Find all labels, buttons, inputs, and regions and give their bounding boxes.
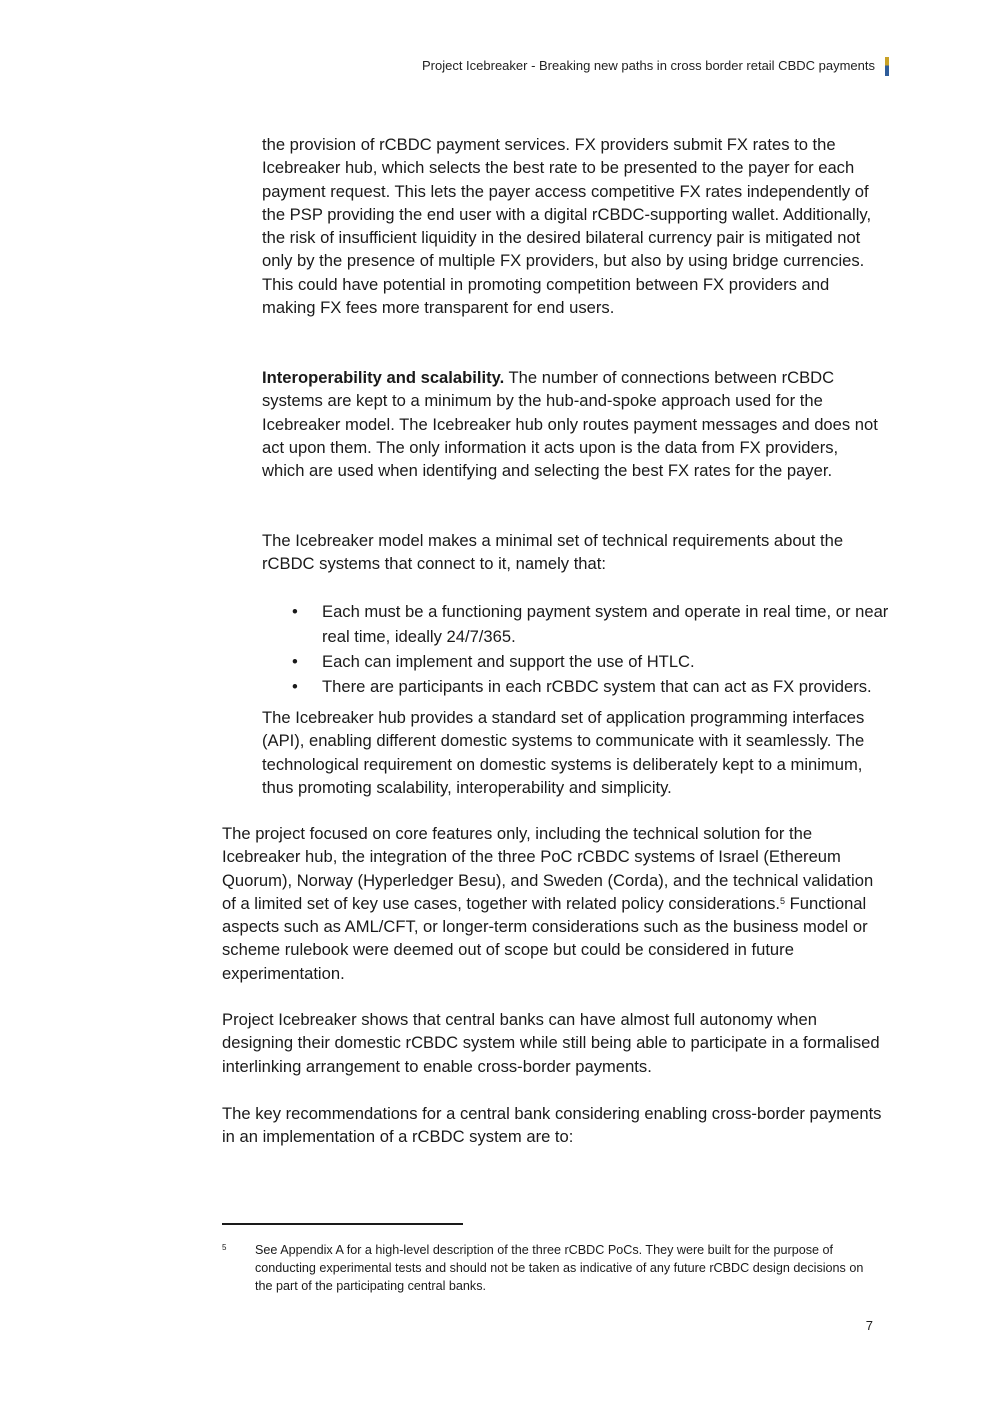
list-item-text: Each must be a functioning payment system and operate in real time, or near real time, ideally 24/7/365. [322,602,889,646]
running-header: Project Icebreaker - Breaking new paths in cross border retail CBDC payments [421,58,875,73]
footnote-text: See Appendix A for a high-level description of the three rCBDC PoCs. They were built for the purpose of conducting experimental tests and should not be taken as indicative of any future rCBDC design decisions on the part of the participating central banks. [255,1243,864,1293]
paragraph-fx-providers: the provision of rCBDC payment services. FX providers submit FX rates to the Icebreaker hub, which selects the best rate to be presented to the payer for each payment request. This lets the payer access competitive FX rates independently of the PSP providing the end user with a digital rCBDC-supporting wallet. Additionally, the risk of insufficient liquidity in the desired bilateral currency pair is mitigated not only by the presence of multiple FX providers, but also by using bridge currencies. This could have potential in promoting competition between FX providers and making FX fees more transparent for end users. [262,135,872,318]
paragraph-interoperability-body: The number of connections between rCBDC systems are kept to a minimum by the hub-and-spoke approach used for the Icebreaker model. The Icebreaker hub only routes payment messages and does not act upon them. The only information it acts upon is the data from FX providers, which are used when identifying and selecting the best FX rates for the payer. [262,368,878,481]
footnote-reference[interactable]: 5 [780,895,786,906]
paragraph-project-scope-part2: Functional aspects such as AML/CFT, or longer-term considerations such as the business model or scheme rulebook were deemed out of scope but could be considered in future experimentation. [222,893,868,983]
page-number: 7 [865,1318,873,1333]
requirements-list [262,599,892,699]
bullet-icon: • [292,602,298,621]
paragraph-heading-interoperability: Interoperability and scalability. [262,368,505,387]
paragraph-requirements-intro: The Icebreaker model makes a minimal set of technical requirements about the rCBDC systems that connect to it, namely that: [262,531,844,574]
bullet-icon: • [292,652,298,671]
paragraph-project-scope [222,822,882,985]
bullet-icon: • [292,677,298,696]
paragraph-interoperability [262,366,882,482]
paragraph-project-scope-part1: The project focused on core features only, including the technical solution for the Icebreaker hub, the integration of the three PoC rCBDC systems of Israel (Ethereum Quorum), Norway (Hyperledger Besu), and Sweden (Corda), and the technical validation of a limited set of key use cases, together with related policy considerations. [222,824,874,913]
header-accent-bar [885,57,889,76]
list-item [262,599,892,649]
footnote-number: 5 [222,1243,227,1252]
list-item-text: Each can implement and support the use of HTLC. [322,652,695,671]
footnote-divider [222,1223,463,1225]
list-item-text: There are participants in each rCBDC system that can act as FX providers. [322,677,872,696]
paragraph-api: The Icebreaker hub provides a standard set of application programming interfaces (API), enabling different domestic systems to communicate with it seamlessly. The technological requirement on domestic systems is deliberately kept to a minimum, thus promoting scalability, interoperability and simplicity. [262,708,865,797]
paragraph-recommendations-intro: The key recommendations for a central bank considering enabling cross-border payments in an implementation of a rCBDC system are to: [222,1104,882,1147]
footnote [222,1241,877,1295]
list-item [262,649,892,674]
paragraph-autonomy: Project Icebreaker shows that central banks can have almost full autonomy when designing their domestic rCBDC system while still being able to participate in a formalised interlinking arrangement to enable cross-border payments. [222,1010,880,1076]
list-item [262,674,892,699]
